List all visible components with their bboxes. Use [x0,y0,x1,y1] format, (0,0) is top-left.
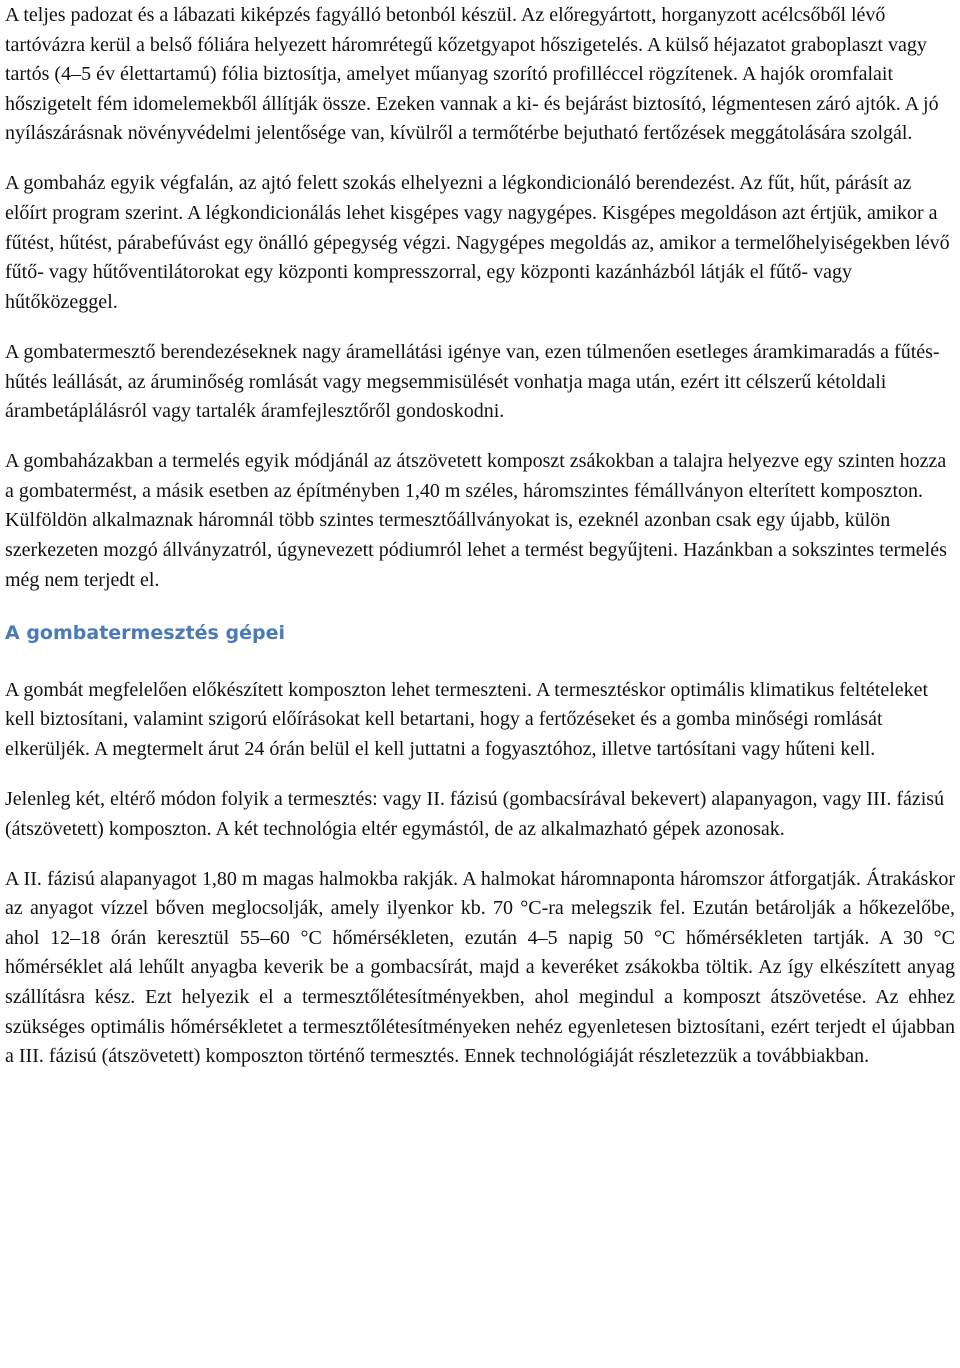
section-heading: A gombatermesztés gépei [5,621,285,644]
paragraph-building-structure: A teljes padozat és a lábazati kiképzés fagyálló betonból készül. Az előregyártott, horganyzott acélcsőből lévő tartóvázra kerül a belső fóliára helyezett háromrétegű kőzetgyapot hőszigetelés. A külső héjazatot graboplaszt vagy tartós (4–5 év élettartamú) fólia biztosítja, amelyet műanyag szorító profilléccel rögzítenek. A hajók oromfalait hőszigetelt fém idomelemekből állítják össze. Ezeken vannak a ki- és bejárást biztosító, légmentesen záró ajtók. A jó nyílászárásnak növényvédelmi jelentősége van, kívülről a termőtérbe bejutható fertőzések meggátolására szolgál. [5,4,939,145]
paragraph-growing-methods: A gombaházakban a termelés egyik módjánál az átszövetett komposzt zsákokban a talajra helyezve egy szinten hozza a gombatermést, a másik esetben az építményben 1,40 m széles, háromszintes fémállványon elterített komposzton. Külföldön alkalmaznak háromnál több szintes termesztőállványokat is, ezeknél azonban csak egy újabb, külön szerkezeten mozgó állványzatról, úgynevezett pódiumról lehet a termést begyűjteni. Hazánkban a sokszintes termelés még nem terjedt el. [5,450,947,591]
paragraph-phase-two-process: A II. fázisú alapanyagot 1,80 m magas halmokba rakják. A halmokat háromnaponta háromszor átforgatják. Átrakáskor az anyagot vízzel bőven meglocsolják, amely ilyenkor kb. 70 °C-ra melegszik fel. Ezután betárolják a hőkezelőbe, ahol 12–18 órán keresztül 55–60 °C hőmérsékleten, ezután 4–5 napig 50 °C hőmérsékleten tartják. A 30 °C hőmérséklet alá lehűlt anyagba keverik be a gombacsírát, majd a keveréket zsákokba töltik. Az így elkészített anyag szállításra kész. Ezt helyezik el a termesztőlétesítményekben, ahol megindul a komposzt átszövetése. Az ehhez szükséges optimális hőmérsékletet a termesztőlétesítményeken nehéz egyenletesen biztosítani, ezért terjedt el újabban a III. fázisú (átszövetett) komposzton történő termesztés. Ennek technológiáját részletezzük a továbbiakban. [5,867,955,1068]
paragraph-air-conditioning: A gombaház egyik végfalán, az ajtó felett szokás elhelyezni a légkondicionáló berendezést. Az fűt, hűt, párásít az előírt program szerint. A légkondicionálás lehet kisgépes vagy nagygépes. Kisgépes megoldáson azt értjük, amikor a fűtést, hűtést, párabefúvást egy önálló gépegység végzi. Nagygépes megoldás az, amikor a termelőhelyiségekben lévő fűtő- vagy hűtőventilátorokat egy központi kompresszorral, egy központi kazánházból látják el fűtő- vagy hűtőközeggel. [5,172,950,313]
paragraph-two-technologies: Jelenleg két, eltérő módon folyik a termesztés: vagy II. fázisú (gombacsírával bekevert) alapanyagon, vagy III. fázisú (átszövetett) komposzton. A két technológia eltér egymástól, de az alkalmazható gépek azonosak. [5,787,945,840]
paragraph-power-supply: A gombatermesztő berendezéseknek nagy áramellátási igénye van, ezen túlmenően esetleges áramkimaradás a fűtés-hűtés leállását, az áruminőség romlását vagy megsemmisülését vonhatja maga után, ezért itt célszerű kétoldali árambetáplálásról vagy tartalék áramfejlesztőről gondoskodni. [5,340,940,423]
document-page [5,1,955,1072]
paragraph-compost-intro: A gombát megfelelően előkészített komposzton lehet termeszteni. A termesztéskor optimális klimatikus feltételeket kell biztosítani, valamint szigorú előírásokat kell betartani, hogy a fertőzéseket és a gomba minőségi romlását elkerüljék. A megtermelt árut 24 órán belül el kell juttatni a fogyasztóhoz, illetve tartósítani vagy hűteni kell. [5,678,929,760]
